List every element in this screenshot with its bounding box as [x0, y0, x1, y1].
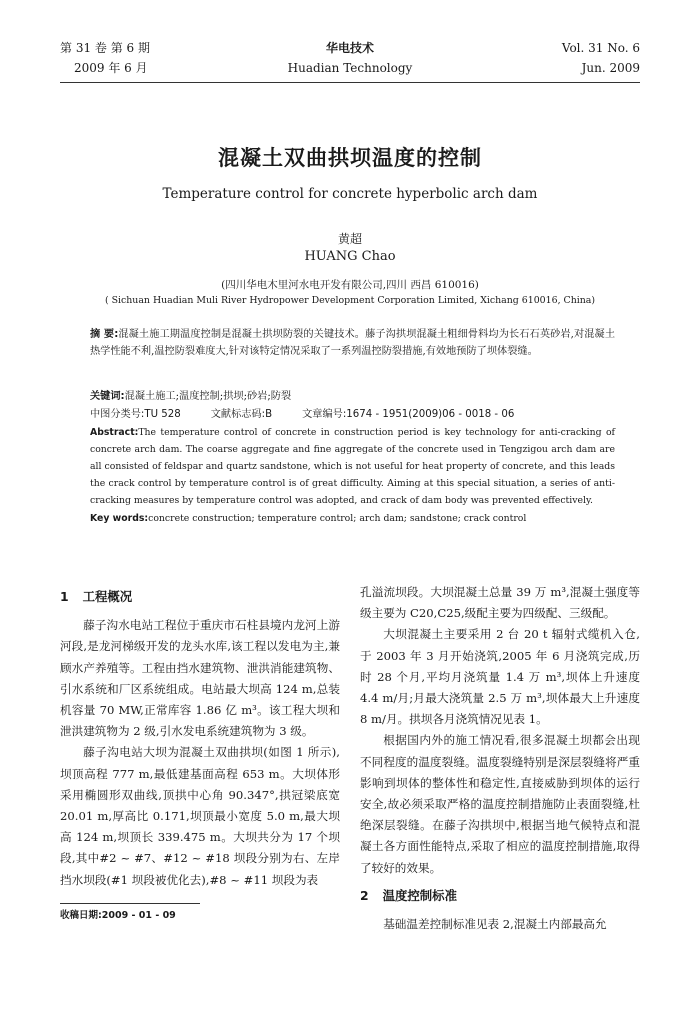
date-cn: 2009 年 6 月: [74, 61, 148, 75]
abstract-cn-label: 摘 要:: [90, 329, 119, 340]
keywords-cn-label: 关键词:: [90, 391, 125, 402]
affiliation-cn: (四川华电木里河水电开发有限公司,四川 西昌 610016): [221, 279, 479, 291]
keywords-en-label: Key words:: [90, 513, 149, 524]
author-name-en: HUANG Chao: [304, 249, 396, 264]
paragraph: 藤子沟电站大坝为混凝土双曲拱坝(如图 1 所示),坝顶高程 777 m,最低建基面高程 653 m。大坝体形采用椭圆形双曲线,顶拱中心角 90.347°,拱冠梁底宽 20.01 m,厚高比 0.171,坝顶最小宽度 5.0 m,最大坝高 124 m,坝顶长 339.475 m。大坝共分为 17 个坝段,其中#2 ~ #7、#12 ~ #18 坝段分别为右、左岸挡水坝段(#1 坝段被优化去),#8 ~ #11 坝段为表: [60, 745, 340, 887]
paragraph: 藤子沟水电站工程位于重庆市石柱县境内龙河上游河段,是龙河梯级开发的龙头水库,该工程以发电为主,兼顾水产养殖等。工程由挡水建筑物、泄洪消能建筑物、引水系统和厂区系统组成。电站最大坝高 124 m,总装机容量 70 MW,正常库容 1.86 亿 m³。该工程大坝和泄洪建筑物为 2 级,引水发电系统建筑物为 3 级。: [60, 618, 340, 739]
abstract-cn: [90, 326, 615, 360]
volume-en: Vol. 31 No. 6: [561, 41, 640, 55]
paper-title-cn: 混凝土双曲拱坝温度的控制: [218, 146, 482, 170]
journal-name-en: Huadian Technology: [287, 61, 413, 75]
paragraph: 根据国内外的施工情况看,很多混凝土坝都会出现不同程度的温度裂缝。温度裂缝特别是深层裂缝将严重影响到坝体的整体性和稳定性,直接威胁到坝体的运行安全,故必须采取严格的温度控制措施防止表面裂缝,杜绝深层裂缝。在藤子沟拱坝中,根据当地气候特点和混凝土各方面性能特点,采取了相应的温度控制措施,取得了较好的效果。: [360, 733, 640, 875]
article-number: 文章编号:1674 - 1951(2009)06 - 0018 - 06: [302, 409, 515, 420]
clc-number: 中图分类号:TU 528: [90, 409, 181, 420]
section-title: 工程概况: [82, 589, 133, 604]
footnote-divider: [60, 903, 200, 904]
volume-cn: 第 31 卷 第 6 期: [60, 41, 150, 55]
keywords-cn: [90, 388, 615, 405]
keywords-cn-text: 混凝土施工;温度控制;拱坝;砂岩;防裂: [124, 391, 292, 402]
abstract-en-text: The temperature control of concrete in construction period is key technology for anti-cracking of concrete arch dam. The coarse aggregate and fine aggregate of the concrete used in Tengzigou arch dam are all consisted of feldspar and quartz sandstone, which is not useful for heat property of concrete, and this leads the crack control by temperature control is of great difficulty. Aiming at this special situation, a series of anti-cracking measures by temperature control was adopted, and crack of dam body was prevented effectively.: [90, 427, 615, 506]
section-title: 温度控制标准: [382, 887, 457, 903]
author-name-cn: 黄超: [337, 232, 362, 246]
abstract-en-label: Abstract:: [90, 427, 139, 438]
document-code: 文献标志码:B: [210, 409, 273, 420]
section-heading-1: [60, 586, 340, 607]
received-date: 收稿日期:2009 - 01 - 09: [60, 910, 176, 921]
header-right: [562, 38, 640, 78]
header-divider: [60, 82, 640, 83]
section-number: 1: [60, 589, 69, 604]
journal-name-cn: 华电技术: [325, 41, 374, 55]
section-number: 2: [360, 887, 369, 903]
paper-title-en: Temperature control for concrete hyperbolic arch dam: [162, 186, 538, 202]
keywords-en-text: concrete construction; temperature control; arch dam; sandstone; crack control: [148, 513, 527, 524]
paragraph: 大坝混凝土主要采用 2 台 20 t 辐射式缆机入仓,于 2003 年 3 月开始浇筑,2005 年 6 月浇筑完成,历时 28 个月,平均月浇筑量 1.4 万 m³,坝体上升速度 4.4 m/月;月最大浇筑量 2.5 万 m³,坝体最大上升速度 8 m/月。拱坝各月浇筑情况见表 1。: [360, 627, 640, 727]
keywords-en: [90, 510, 615, 527]
affiliation-en: ( Sichuan Huadian Muli River Hydropower Development Corporation Limited, Xichang 610016, China): [104, 295, 596, 306]
body-column-right: [360, 582, 640, 935]
section-heading-2: [360, 885, 640, 906]
paragraph-continued: 孔溢流坝段。大坝混凝土总量 39 万 m³,混凝土强度等级主要为 C20,C25,级配主要为四级配、三级配。: [360, 585, 640, 621]
body-column-left: [60, 582, 340, 891]
paragraph: 基础温差控制标准见表 2,混凝土内部最高允: [383, 917, 607, 932]
abstract-en: [90, 424, 615, 509]
date-en: Jun. 2009: [581, 61, 640, 75]
abstract-cn-text: 混凝土施工期温度控制是混凝土拱坝防裂的关键技术。藤子沟拱坝混凝土粗细骨料均为长石石英砂岩,对混凝土热学性能不利,温控防裂难度大,针对该特定情况采取了一系列温控防裂措施,有效地预防了坝体裂缝。: [90, 329, 616, 357]
classification-line: [90, 406, 615, 423]
